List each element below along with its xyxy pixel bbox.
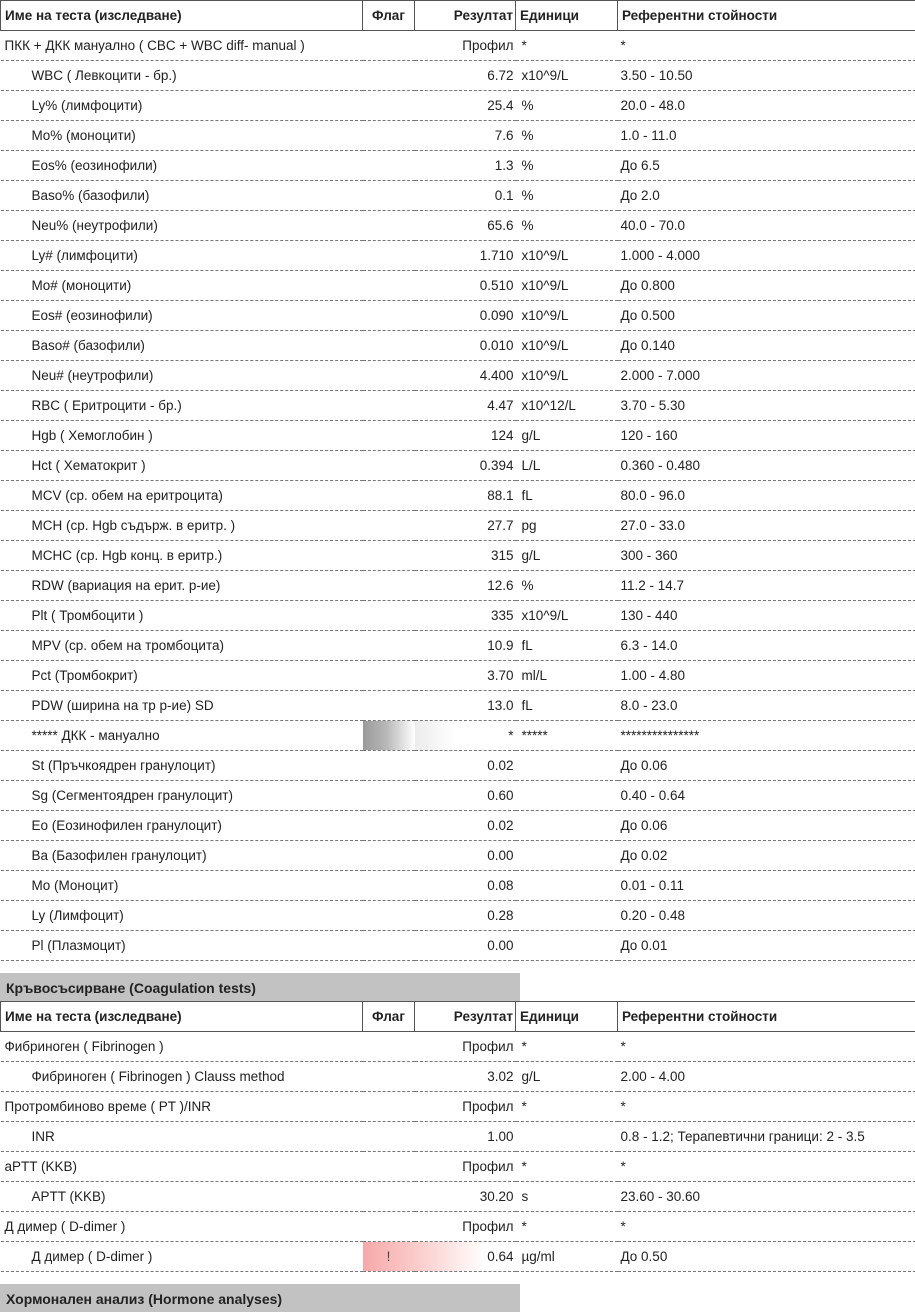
table-row bbox=[1, 271, 915, 301]
reference-cell: 0.40 - 0.64 bbox=[618, 781, 915, 811]
table-row bbox=[1, 871, 915, 901]
unit-cell: fL bbox=[516, 631, 618, 661]
table-row bbox=[1, 1122, 915, 1152]
result-cell: 13.0 bbox=[415, 691, 516, 721]
test-name-cell: Baso# (базофили) bbox=[1, 331, 363, 361]
result-cell: 315 bbox=[415, 541, 516, 571]
flag-cell bbox=[363, 451, 415, 481]
unit-cell: fL bbox=[516, 481, 618, 511]
unit-cell bbox=[516, 871, 618, 901]
unit-cell: g/L bbox=[516, 541, 618, 571]
reference-cell: 11.2 - 14.7 bbox=[618, 571, 915, 601]
table-row bbox=[1, 61, 915, 91]
result-cell: 0.02 bbox=[415, 751, 516, 781]
reference-cell: 1.00 - 4.80 bbox=[618, 661, 915, 691]
result-cell: Профил bbox=[415, 1092, 516, 1122]
cbc-rows bbox=[1, 31, 915, 961]
table-row bbox=[1, 841, 915, 871]
flag-cell bbox=[363, 811, 415, 841]
reference-cell: 40.0 - 70.0 bbox=[618, 211, 915, 241]
unit-cell: % bbox=[516, 181, 618, 211]
result-cell: 0.394 bbox=[415, 451, 516, 481]
result-cell: 335 bbox=[415, 601, 516, 631]
flag-cell bbox=[363, 481, 415, 511]
result-cell: 0.00 bbox=[415, 931, 516, 961]
unit-cell: * bbox=[516, 1212, 618, 1242]
table-row bbox=[1, 481, 915, 511]
reference-cell: До 0.140 bbox=[618, 331, 915, 361]
result-cell: 3.70 bbox=[415, 661, 516, 691]
flag-cell bbox=[363, 1122, 415, 1152]
reference-cell: 0.20 - 0.48 bbox=[618, 901, 915, 931]
flag-cell bbox=[363, 421, 415, 451]
flag-cell bbox=[363, 901, 415, 931]
reference-cell: 3.50 - 10.50 bbox=[618, 61, 915, 91]
table-row bbox=[1, 421, 915, 451]
test-name-cell: INR bbox=[1, 1122, 363, 1152]
reference-cell: 130 - 440 bbox=[618, 601, 915, 631]
flag-cell bbox=[363, 871, 415, 901]
unit-cell: s bbox=[516, 1182, 618, 1212]
flag-cell bbox=[363, 841, 415, 871]
table-header-row bbox=[1, 1002, 915, 1032]
header-flag: Флаг bbox=[363, 1, 415, 31]
reference-cell: До 0.800 bbox=[618, 271, 915, 301]
result-cell: 0.090 bbox=[415, 301, 516, 331]
test-name-cell: Д димер ( D-dimer ) bbox=[1, 1212, 363, 1242]
flag-cell bbox=[363, 181, 415, 211]
unit-cell: % bbox=[516, 151, 618, 181]
header-reference: Референтни стойности bbox=[618, 1002, 915, 1032]
test-name-cell: Фибриноген ( Fibrinogen ) bbox=[1, 1032, 363, 1062]
test-name-cell: WBC ( Левкоцити - бр.) bbox=[1, 61, 363, 91]
result-cell: Профил bbox=[415, 1152, 516, 1182]
table-row bbox=[1, 451, 915, 481]
section-title-hormone: Хормонален анализ (Hormone analyses) bbox=[0, 1284, 520, 1312]
result-cell: 0.28 bbox=[415, 901, 516, 931]
table-row bbox=[1, 1242, 915, 1272]
test-name-cell: Plt ( Тромбоцити ) bbox=[1, 601, 363, 631]
unit-cell: g/L bbox=[516, 1062, 618, 1092]
test-name-cell: MPV (ср. обем на тромбоцита) bbox=[1, 631, 363, 661]
table-row bbox=[1, 721, 915, 751]
result-cell: 1.00 bbox=[415, 1122, 516, 1152]
unit-cell: x10^9/L bbox=[516, 301, 618, 331]
table-row bbox=[1, 571, 915, 601]
flag-cell bbox=[363, 631, 415, 661]
result-cell: 0.1 bbox=[415, 181, 516, 211]
table-row bbox=[1, 241, 915, 271]
result-cell: 0.010 bbox=[415, 331, 516, 361]
test-name-cell: Mo# (моноцити) bbox=[1, 271, 363, 301]
test-name-cell: Hct ( Хематокрит ) bbox=[1, 451, 363, 481]
result-cell: Профил bbox=[415, 1032, 516, 1062]
test-name-cell: ПКК + ДКК мануално ( CBC + WBC diff- manual ) bbox=[1, 31, 363, 61]
reference-cell: До 2.0 bbox=[618, 181, 915, 211]
result-cell: 12.6 bbox=[415, 571, 516, 601]
test-name-cell: MCV (ср. обем на еритроцита) bbox=[1, 481, 363, 511]
unit-cell bbox=[516, 781, 618, 811]
table-row bbox=[1, 391, 915, 421]
unit-cell: fL bbox=[516, 691, 618, 721]
flag-cell: ! bbox=[363, 1242, 415, 1272]
unit-cell: ***** bbox=[516, 721, 618, 751]
test-name-cell: St (Пръчкоядрен гранулоцит) bbox=[1, 751, 363, 781]
table-header-row bbox=[1, 1, 915, 31]
flag-cell bbox=[363, 31, 415, 61]
reference-cell: 8.0 - 23.0 bbox=[618, 691, 915, 721]
table-row bbox=[1, 1182, 915, 1212]
flag-cell bbox=[363, 1182, 415, 1212]
result-cell: 0.08 bbox=[415, 871, 516, 901]
unit-cell: x10^9/L bbox=[516, 331, 618, 361]
unit-cell: * bbox=[516, 1152, 618, 1182]
test-name-cell: Pl (Плазмоцит) bbox=[1, 931, 363, 961]
reference-cell: До 0.02 bbox=[618, 841, 915, 871]
flag-cell bbox=[363, 571, 415, 601]
flag-cell bbox=[363, 331, 415, 361]
flag-cell bbox=[363, 391, 415, 421]
result-cell: 0.00 bbox=[415, 841, 516, 871]
reference-cell: 2.00 - 4.00 bbox=[618, 1062, 915, 1092]
test-name-cell: Mo (Моноцит) bbox=[1, 871, 363, 901]
flag-cell bbox=[363, 541, 415, 571]
unit-cell: % bbox=[516, 571, 618, 601]
coag-table bbox=[0, 1001, 915, 1272]
reference-cell: * bbox=[618, 1152, 915, 1182]
reference-cell: До 0.01 bbox=[618, 931, 915, 961]
unit-cell: * bbox=[516, 1092, 618, 1122]
header-test-name: Име на теста (изследване) bbox=[1, 1002, 363, 1032]
reference-cell: * bbox=[618, 1092, 915, 1122]
test-name-cell: Eos# (еозинофили) bbox=[1, 301, 363, 331]
table-row bbox=[1, 301, 915, 331]
test-name-cell: Ba (Базофилен гранулоцит) bbox=[1, 841, 363, 871]
flag-cell bbox=[363, 61, 415, 91]
test-name-cell: Ly (Лимфоцит) bbox=[1, 901, 363, 931]
flag-cell bbox=[363, 661, 415, 691]
unit-cell: x10^9/L bbox=[516, 601, 618, 631]
table-row bbox=[1, 661, 915, 691]
unit-cell: ml/L bbox=[516, 661, 618, 691]
test-name-cell: Ly# (лимфоцити) bbox=[1, 241, 363, 271]
flag-cell bbox=[363, 691, 415, 721]
unit-cell: x10^9/L bbox=[516, 61, 618, 91]
flag-cell bbox=[363, 241, 415, 271]
table-row bbox=[1, 91, 915, 121]
result-cell: 88.1 bbox=[415, 481, 516, 511]
test-name-cell: Pct (Тромбокрит) bbox=[1, 661, 363, 691]
flag-cell bbox=[363, 601, 415, 631]
table-row bbox=[1, 901, 915, 931]
flag-cell bbox=[363, 211, 415, 241]
reference-cell: 2.000 - 7.000 bbox=[618, 361, 915, 391]
table-row bbox=[1, 601, 915, 631]
result-cell: 124 bbox=[415, 421, 516, 451]
reference-cell: 0.8 - 1.2; Терапевтични граници: 2 - 3.5 bbox=[618, 1122, 915, 1152]
test-name-cell: ***** ДКК - мануално bbox=[1, 721, 363, 751]
coag-rows bbox=[1, 1032, 915, 1272]
table-row bbox=[1, 811, 915, 841]
reference-cell: *************** bbox=[618, 721, 915, 751]
header-result: Резултат bbox=[415, 1, 516, 31]
reference-cell: * bbox=[618, 1212, 915, 1242]
unit-cell bbox=[516, 841, 618, 871]
test-name-cell: aPTT (KKB) bbox=[1, 1152, 363, 1182]
unit-cell bbox=[516, 751, 618, 781]
unit-cell bbox=[516, 811, 618, 841]
unit-cell bbox=[516, 901, 618, 931]
reference-cell: 1.000 - 4.000 bbox=[618, 241, 915, 271]
reference-cell: До 0.50 bbox=[618, 1242, 915, 1272]
flag-cell bbox=[363, 931, 415, 961]
test-name-cell: Фибриноген ( Fibrinogen ) Clauss method bbox=[1, 1062, 363, 1092]
result-cell: 1.3 bbox=[415, 151, 516, 181]
unit-cell: x10^9/L bbox=[516, 361, 618, 391]
header-reference: Референтни стойности bbox=[618, 1, 915, 31]
test-name-cell: PDW (ширина на тр р-ие) SD bbox=[1, 691, 363, 721]
test-name-cell: RBC ( Еритроцити - бр.) bbox=[1, 391, 363, 421]
flag-cell bbox=[363, 301, 415, 331]
test-name-cell: MCHC (ср. Hgb конц. в еритр.) bbox=[1, 541, 363, 571]
flag-cell bbox=[363, 151, 415, 181]
flag-cell bbox=[363, 1212, 415, 1242]
result-cell: 4.400 bbox=[415, 361, 516, 391]
flag-cell bbox=[363, 361, 415, 391]
test-name-cell: Neu% (неутрофили) bbox=[1, 211, 363, 241]
section-title-coagulation: Кръвосъсирване (Coagulation tests) bbox=[0, 973, 520, 1001]
reference-cell: 23.60 - 30.60 bbox=[618, 1182, 915, 1212]
reference-cell: 20.0 - 48.0 bbox=[618, 91, 915, 121]
result-cell: 30.20 bbox=[415, 1182, 516, 1212]
result-cell: * bbox=[415, 721, 516, 751]
reference-cell: 27.0 - 33.0 bbox=[618, 511, 915, 541]
header-units: Единици bbox=[516, 1002, 618, 1032]
reference-cell: До 0.06 bbox=[618, 811, 915, 841]
table-row bbox=[1, 361, 915, 391]
test-name-cell: APTT (KKB) bbox=[1, 1182, 363, 1212]
test-name-cell: Sg (Сегментоядрен гранулоцит) bbox=[1, 781, 363, 811]
flag-cell bbox=[363, 121, 415, 151]
unit-cell: % bbox=[516, 91, 618, 121]
table-row bbox=[1, 181, 915, 211]
reference-cell: 1.0 - 11.0 bbox=[618, 121, 915, 151]
table-row bbox=[1, 1032, 915, 1062]
table-row bbox=[1, 511, 915, 541]
header-result: Резултат bbox=[415, 1002, 516, 1032]
result-cell: 0.510 bbox=[415, 271, 516, 301]
unit-cell: pg bbox=[516, 511, 618, 541]
test-name-cell: Baso% (базофили) bbox=[1, 181, 363, 211]
unit-cell: * bbox=[516, 31, 618, 61]
unit-cell: * bbox=[516, 1032, 618, 1062]
flag-cell bbox=[363, 1032, 415, 1062]
reference-cell: 6.3 - 14.0 bbox=[618, 631, 915, 661]
test-name-cell: Eo (Еозинофилен гранулоцит) bbox=[1, 811, 363, 841]
unit-cell: µg/ml bbox=[516, 1242, 618, 1272]
table-row bbox=[1, 751, 915, 781]
table-row bbox=[1, 211, 915, 241]
table-row bbox=[1, 781, 915, 811]
flag-cell bbox=[363, 271, 415, 301]
reference-cell: 300 - 360 bbox=[618, 541, 915, 571]
result-cell: 3.02 bbox=[415, 1062, 516, 1092]
table-row bbox=[1, 1092, 915, 1122]
flag-cell bbox=[363, 1062, 415, 1092]
table-row bbox=[1, 1152, 915, 1182]
result-cell: 25.4 bbox=[415, 91, 516, 121]
result-cell: 65.6 bbox=[415, 211, 516, 241]
test-name-cell: RDW (вариация на ерит. р-ие) bbox=[1, 571, 363, 601]
test-name-cell: Mo% (моноцити) bbox=[1, 121, 363, 151]
table-row bbox=[1, 541, 915, 571]
test-name-cell: Протромбиново време ( PT )/INR bbox=[1, 1092, 363, 1122]
result-cell: 0.60 bbox=[415, 781, 516, 811]
flag-cell bbox=[363, 751, 415, 781]
reference-cell: До 0.06 bbox=[618, 751, 915, 781]
test-name-cell: Ly% (лимфоцити) bbox=[1, 91, 363, 121]
result-cell: 7.6 bbox=[415, 121, 516, 151]
result-cell: 0.64 bbox=[415, 1242, 516, 1272]
table-row bbox=[1, 1062, 915, 1092]
test-name-cell: Hgb ( Хемоглобин ) bbox=[1, 421, 363, 451]
result-cell: 10.9 bbox=[415, 631, 516, 661]
unit-cell: % bbox=[516, 211, 618, 241]
table-row bbox=[1, 631, 915, 661]
test-name-cell: Д димер ( D-dimer ) bbox=[1, 1242, 363, 1272]
result-cell: 4.47 bbox=[415, 391, 516, 421]
reference-cell: * bbox=[618, 1032, 915, 1062]
flag-cell bbox=[363, 1152, 415, 1182]
reference-cell: До 0.500 bbox=[618, 301, 915, 331]
result-cell: Профил bbox=[415, 1212, 516, 1242]
unit-cell bbox=[516, 931, 618, 961]
reference-cell: 3.70 - 5.30 bbox=[618, 391, 915, 421]
test-name-cell: MCH (ср. Hgb съдърж. в еритр. ) bbox=[1, 511, 363, 541]
unit-cell: x10^12/L bbox=[516, 391, 618, 421]
reference-cell: 80.0 - 96.0 bbox=[618, 481, 915, 511]
reference-cell: 0.01 - 0.11 bbox=[618, 871, 915, 901]
flag-cell bbox=[363, 721, 415, 751]
reference-cell: 0.360 - 0.480 bbox=[618, 451, 915, 481]
flag-cell bbox=[363, 781, 415, 811]
reference-cell: * bbox=[618, 31, 915, 61]
unit-cell: x10^9/L bbox=[516, 271, 618, 301]
header-flag: Флаг bbox=[363, 1002, 415, 1032]
result-cell: 27.7 bbox=[415, 511, 516, 541]
unit-cell: x10^9/L bbox=[516, 241, 618, 271]
test-name-cell: Neu# (неутрофили) bbox=[1, 361, 363, 391]
flag-cell bbox=[363, 91, 415, 121]
unit-cell: L/L bbox=[516, 451, 618, 481]
table-row bbox=[1, 331, 915, 361]
reference-cell: До 6.5 bbox=[618, 151, 915, 181]
table-row bbox=[1, 151, 915, 181]
result-cell: 6.72 bbox=[415, 61, 516, 91]
table-row bbox=[1, 121, 915, 151]
table-row bbox=[1, 31, 915, 61]
header-units: Единици bbox=[516, 1, 618, 31]
unit-cell bbox=[516, 1122, 618, 1152]
table-row bbox=[1, 1212, 915, 1242]
table-row bbox=[1, 691, 915, 721]
unit-cell: % bbox=[516, 121, 618, 151]
result-cell: 0.02 bbox=[415, 811, 516, 841]
flag-cell bbox=[363, 1092, 415, 1122]
header-test-name: Име на теста (изследване) bbox=[1, 1, 363, 31]
reference-cell: 120 - 160 bbox=[618, 421, 915, 451]
unit-cell: g/L bbox=[516, 421, 618, 451]
result-cell: 1.710 bbox=[415, 241, 516, 271]
flag-cell bbox=[363, 511, 415, 541]
result-cell: Профил bbox=[415, 31, 516, 61]
test-name-cell: Eos% (еозинофили) bbox=[1, 151, 363, 181]
table-row bbox=[1, 931, 915, 961]
